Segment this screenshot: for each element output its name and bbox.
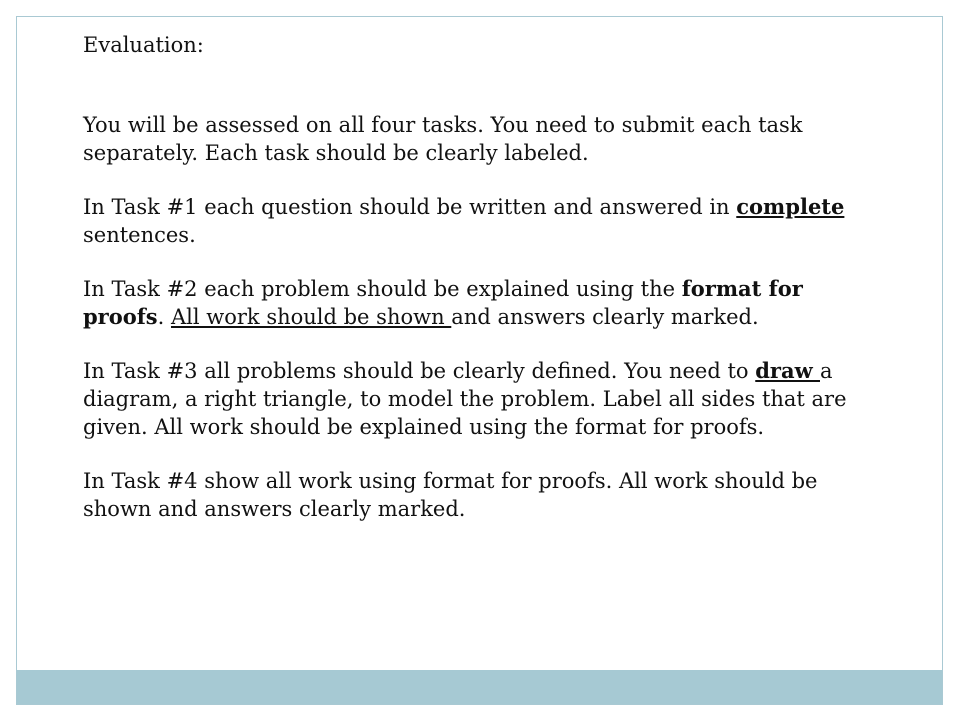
task-3-text-end: a diagram, a right triangle, to model the problem. Label all sides that are given. All work should be explained using the format for proofs. (83, 359, 847, 439)
paragraph-task-1 (83, 193, 863, 249)
paragraph-task-3 (83, 357, 863, 441)
task-2-text-end: and answers clearly marked. (451, 305, 759, 329)
task-2-period: . (157, 305, 171, 329)
task-1-text: In Task #1 each question should be written and answered in (83, 195, 737, 219)
slide-content (83, 31, 863, 549)
task-2-text: In Task #2 each problem should be explained using the (83, 277, 682, 301)
task-2-underlined: All work should be shown (170, 305, 452, 329)
task-3-text: In Task #3 all problems should be clearly defined. You need to (83, 359, 756, 383)
slide-frame (16, 16, 943, 705)
task-3-emphasis: draw (755, 358, 820, 383)
task-2-emphasis: format for proofs (83, 276, 803, 329)
paragraph-task-2 (83, 275, 863, 331)
paragraph-task-4: In Task #4 show all work using format for proofs. All work should be shown and answers clearly marked. (83, 469, 818, 521)
paragraph-assessment: You will be assessed on all four tasks. You need to submit each task separately. Each task should be clearly labeled. (83, 113, 803, 165)
task-1-emphasis: complete (736, 194, 845, 219)
task-1-text-end: sentences. (83, 223, 196, 247)
footer-accent-bar (17, 670, 942, 704)
page-title: Evaluation: (83, 33, 204, 57)
